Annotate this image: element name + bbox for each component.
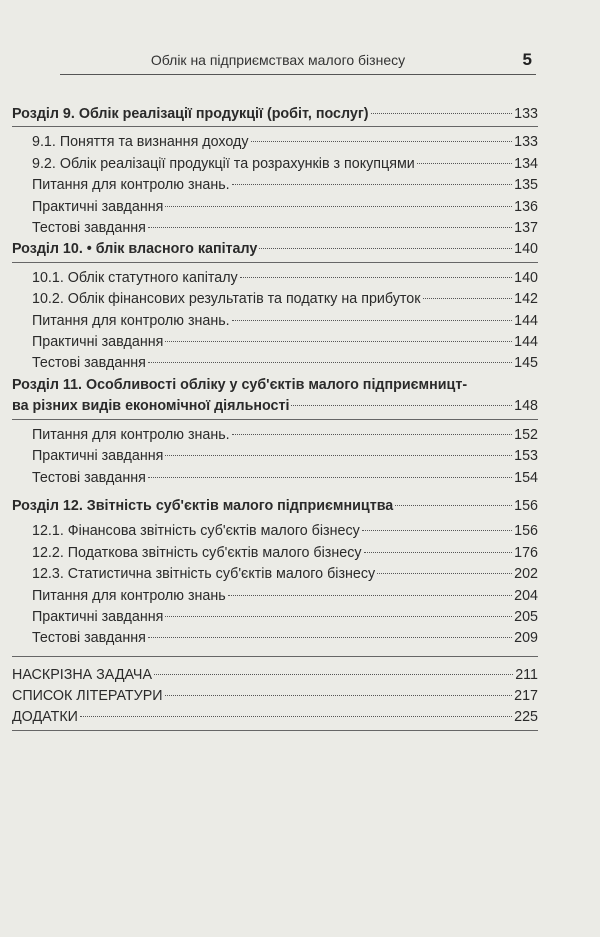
toc-entry-title: Питання для контролю знань. bbox=[32, 177, 230, 194]
running-header bbox=[60, 50, 536, 75]
dot-leader bbox=[423, 298, 513, 299]
toc-page-number: 154 bbox=[514, 469, 538, 486]
toc-entry-title: Практичні завдання bbox=[32, 448, 164, 465]
dot-leader bbox=[165, 616, 512, 617]
dot-leader bbox=[291, 405, 512, 406]
chapter-divider bbox=[12, 126, 538, 127]
toc-entry-title: Тестові завдання bbox=[32, 355, 146, 372]
toc-page-number: 152 bbox=[514, 426, 538, 443]
toc-entry-title: Питання для контролю знань. bbox=[32, 426, 230, 443]
toc-chapter-title: Розділ 10. • блік власного капіталу bbox=[12, 241, 258, 258]
toc-page-number: 204 bbox=[514, 587, 538, 604]
toc-page-number: 217 bbox=[514, 687, 538, 704]
toc-entry-title: Тестові завдання bbox=[32, 469, 146, 486]
chapter-divider bbox=[12, 262, 538, 263]
toc-entry[interactable] bbox=[12, 425, 538, 446]
dot-leader bbox=[371, 113, 513, 114]
toc-chapter-12[interactable] bbox=[12, 496, 538, 517]
toc-entry-title: Практичні завдання bbox=[32, 334, 164, 351]
toc-entry[interactable] bbox=[12, 543, 538, 564]
table-of-contents bbox=[12, 104, 538, 736]
dot-leader bbox=[395, 505, 512, 506]
dot-leader bbox=[148, 637, 512, 638]
toc-entry-title: 12.3. Статистична звітність суб'єктів малого бізнесу bbox=[32, 566, 376, 583]
toc-page-number: 133 bbox=[514, 106, 538, 122]
dot-leader bbox=[148, 477, 512, 478]
dot-leader bbox=[165, 206, 512, 207]
dot-leader bbox=[251, 141, 513, 142]
toc-page-number: 137 bbox=[514, 220, 538, 237]
dot-leader bbox=[165, 455, 512, 456]
dot-leader bbox=[259, 248, 512, 249]
toc-entry[interactable] bbox=[12, 268, 538, 289]
toc-entry-title: 9.2. Облік реалізації продукції та розрахунків з покупцями bbox=[32, 155, 415, 172]
toc-entry[interactable] bbox=[12, 521, 538, 542]
toc-chapter-title: ва різних видів економічної діяльності bbox=[12, 398, 290, 415]
toc-entry[interactable] bbox=[12, 197, 538, 218]
toc-chapter-9[interactable] bbox=[12, 104, 538, 125]
toc-entry-title: Тестові завдання bbox=[32, 220, 146, 237]
toc-entry-title: Питання для контролю знань. bbox=[32, 312, 230, 329]
toc-page-number: 211 bbox=[515, 666, 538, 683]
running-header-title: Облік на підприємствах малого бізнесу bbox=[150, 52, 406, 68]
toc-chapter-title: Розділ 12. Звітність суб'єктів малого підприємництва bbox=[12, 497, 394, 514]
dot-leader bbox=[377, 573, 512, 574]
chapter-divider bbox=[12, 419, 538, 420]
toc-page-number: 209 bbox=[514, 630, 538, 647]
toc-entry[interactable] bbox=[12, 154, 538, 175]
toc-page-number: 144 bbox=[514, 312, 538, 329]
toc-entry[interactable] bbox=[12, 586, 538, 607]
toc-final-entry[interactable] bbox=[12, 686, 538, 707]
dot-leader bbox=[148, 227, 512, 228]
toc-page-number: 205 bbox=[514, 608, 538, 625]
toc-page-number: 176 bbox=[514, 544, 538, 561]
toc-page-number: 202 bbox=[514, 566, 538, 583]
toc-entry-title: Практичні завдання bbox=[32, 608, 164, 625]
toc-entry[interactable] bbox=[12, 353, 538, 374]
toc-chapter-11[interactable] bbox=[12, 396, 538, 417]
dot-leader bbox=[154, 674, 513, 675]
toc-entry[interactable] bbox=[12, 446, 538, 467]
toc-entry[interactable] bbox=[12, 468, 538, 489]
toc-chapter-10[interactable] bbox=[12, 239, 538, 260]
toc-chapter-title: Розділ 9. Облік реалізації продукції (робіт, послуг) bbox=[12, 106, 369, 122]
toc-chapter-11-title-line1[interactable]: Розділ 11. Особливості обліку у суб'єктів малого підприємницт- bbox=[12, 376, 468, 393]
spacer bbox=[12, 489, 538, 496]
toc-page-number: 153 bbox=[514, 448, 538, 465]
toc-entry-title: СПИСОК ЛІТЕРАТУРИ bbox=[12, 687, 163, 704]
toc-entry-title: 10.2. Облік фінансових результатів та податку на прибуток bbox=[32, 291, 421, 308]
dot-leader bbox=[417, 163, 512, 164]
toc-entry[interactable] bbox=[12, 218, 538, 239]
toc-entry-title: 9.1. Поняття та визнання доходу bbox=[32, 134, 249, 151]
toc-entry-title: НАСКРІЗНА ЗАДАЧА bbox=[12, 666, 152, 683]
section-divider bbox=[12, 656, 538, 657]
toc-page-number: 148 bbox=[514, 398, 538, 415]
dot-leader bbox=[232, 434, 512, 435]
dot-leader bbox=[364, 552, 513, 553]
dot-leader bbox=[362, 530, 512, 531]
toc-entry-title: Тестові завдання bbox=[32, 630, 146, 647]
toc-page-number: 133 bbox=[514, 134, 538, 151]
toc-page-number: 134 bbox=[514, 155, 538, 172]
toc-entry-title: ДОДАТКИ bbox=[12, 708, 78, 725]
dot-leader bbox=[232, 320, 512, 321]
toc-entry[interactable] bbox=[12, 175, 538, 196]
toc-entry[interactable] bbox=[12, 607, 538, 628]
toc-entry[interactable] bbox=[12, 564, 538, 585]
toc-final-entry[interactable] bbox=[12, 665, 538, 686]
toc-page-number: 225 bbox=[514, 708, 538, 725]
toc-page-number: 136 bbox=[514, 198, 538, 215]
toc-entry[interactable] bbox=[12, 311, 538, 332]
toc-entry-title: 12.1. Фінансова звітність суб'єктів малого бізнесу bbox=[32, 523, 360, 540]
toc-page-number: 135 bbox=[514, 177, 538, 194]
toc-entry-title: Питання для контролю знань bbox=[32, 587, 226, 604]
toc-entry[interactable] bbox=[12, 628, 538, 649]
toc-entry[interactable] bbox=[12, 332, 538, 353]
toc-entry-title: 10.1. Облік статутного капіталу bbox=[32, 269, 238, 286]
section-divider bbox=[12, 730, 538, 731]
dot-leader bbox=[165, 695, 513, 696]
dot-leader bbox=[80, 716, 512, 717]
toc-page-number: 156 bbox=[514, 523, 538, 540]
dot-leader bbox=[148, 362, 512, 363]
dot-leader bbox=[228, 595, 512, 596]
toc-page-number: 140 bbox=[514, 269, 538, 286]
toc-entry-title: Практичні завдання bbox=[32, 198, 164, 215]
toc-page-number: 145 bbox=[514, 355, 538, 372]
toc-page-number: 144 bbox=[514, 334, 538, 351]
page-number: 5 bbox=[522, 50, 532, 69]
toc-page-number: 156 bbox=[514, 497, 538, 514]
toc-page-number: 140 bbox=[514, 241, 538, 258]
toc-final-entry[interactable] bbox=[12, 707, 538, 728]
toc-entry[interactable] bbox=[12, 132, 538, 153]
toc-entry[interactable] bbox=[12, 289, 538, 310]
toc-page-number: 142 bbox=[514, 291, 538, 308]
dot-leader bbox=[165, 341, 512, 342]
dot-leader bbox=[240, 277, 512, 278]
dot-leader bbox=[232, 184, 512, 185]
toc-entry-title: 12.2. Податкова звітність суб'єктів малого бізнесу bbox=[32, 544, 362, 561]
